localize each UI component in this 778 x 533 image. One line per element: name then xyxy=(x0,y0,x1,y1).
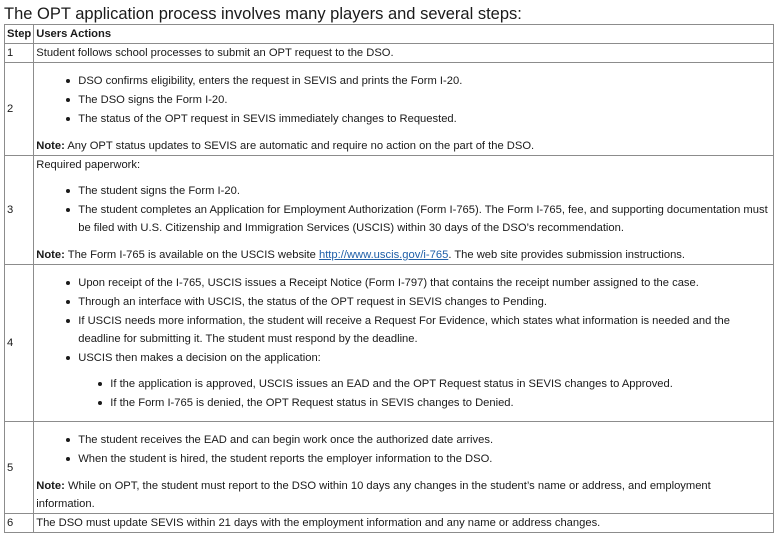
list-item: When the student is hired, the student reports the employer information to the DSO. xyxy=(78,450,771,468)
bullet-list xyxy=(36,182,771,237)
bullet-list xyxy=(36,274,771,412)
sub-bullet-list xyxy=(78,375,771,412)
list-item: If USCIS needs more information, the student will receive a Request For Evidence, which states what information is needed and the deadline for submitting it. The student must respond by the deadline. xyxy=(78,312,771,348)
note-text: Any OPT status updates to SEVIS are automatic and require no action on the part of the DSO. xyxy=(64,140,535,152)
note-text: . The web site provides submission instructions. xyxy=(448,249,686,261)
opt-steps-table xyxy=(4,24,774,533)
step-actions xyxy=(34,156,774,265)
table-row xyxy=(5,514,774,533)
list-item: The DSO signs the Form I-20. xyxy=(78,91,771,109)
list-item: Through an interface with USCIS, the status of the OPT request in SEVIS changes to Pending. xyxy=(78,293,771,311)
step-actions xyxy=(34,44,774,63)
step-number: 1 xyxy=(5,44,34,63)
step-text: The DSO must update SEVIS within 21 days with the employment information and any name or address changes. xyxy=(36,517,601,529)
step-number: 6 xyxy=(5,514,34,533)
table-row xyxy=(5,265,774,422)
note-label: Note: xyxy=(36,140,65,152)
list-item: The student receives the EAD and can begin work once the authorized date arrives. xyxy=(78,431,771,449)
step-actions xyxy=(34,63,774,156)
note-label: Note: xyxy=(36,249,65,261)
uscis-link[interactable]: http://www.uscis.gov/i-765 xyxy=(318,249,449,261)
step-number: 4 xyxy=(5,265,34,422)
bullet-list xyxy=(36,431,771,468)
list-item: DSO confirms eligibility, enters the request in SEVIS and prints the Form I-20. xyxy=(78,72,771,90)
step-actions xyxy=(34,514,774,533)
step-number: 3 xyxy=(5,156,34,265)
page-heading: The OPT application process involves many players and several steps: xyxy=(4,5,522,23)
step-number: 5 xyxy=(5,422,34,514)
bullet-list xyxy=(36,72,771,128)
table-row xyxy=(5,44,774,63)
header-users-actions: Users Actions xyxy=(34,25,774,44)
table-row xyxy=(5,63,774,156)
list-item: Upon receipt of the I-765, USCIS issues a Receipt Notice (Form I-797) that contains the receipt number assigned to the case. xyxy=(78,274,771,292)
step-text: Student follows school processes to submit an OPT request to the DSO. xyxy=(36,47,394,59)
step-actions xyxy=(34,265,774,422)
list-item-text: USCIS then makes a decision on the application: xyxy=(78,352,321,364)
list-item xyxy=(78,349,771,412)
note xyxy=(36,137,771,155)
list-item: The student completes an Application for Employment Authorization (Form I-765). The Form I-765, fee, and supporting documentation must be filed with U.S. Citizenship and Immigration Services (USCIS) within 30 days of the DSO’s recommendation. xyxy=(78,201,771,237)
list-item: The student signs the Form I-20. xyxy=(78,182,771,200)
note-label: Note: xyxy=(36,480,65,492)
note xyxy=(36,477,771,513)
header-step: Step xyxy=(5,25,34,44)
note-text: The Form I-765 is available on the USCIS website xyxy=(64,249,319,261)
list-item: If the Form I-765 is denied, the OPT Request status in SEVIS changes to Denied. xyxy=(110,394,771,412)
table-row xyxy=(5,156,774,265)
list-item: If the application is approved, USCIS issues an EAD and the OPT Request status in SEVIS changes to Approved. xyxy=(110,375,771,393)
step-number: 2 xyxy=(5,63,34,156)
list-item: The status of the OPT request in SEVIS immediately changes to Requested. xyxy=(78,110,771,128)
step-intro: Required paperwork: xyxy=(36,159,141,171)
note xyxy=(36,246,771,264)
table-header-row xyxy=(5,25,774,44)
note-text: While on OPT, the student must report to the DSO within 10 days any changes in the student’s name or address, and employment information. xyxy=(36,480,711,510)
